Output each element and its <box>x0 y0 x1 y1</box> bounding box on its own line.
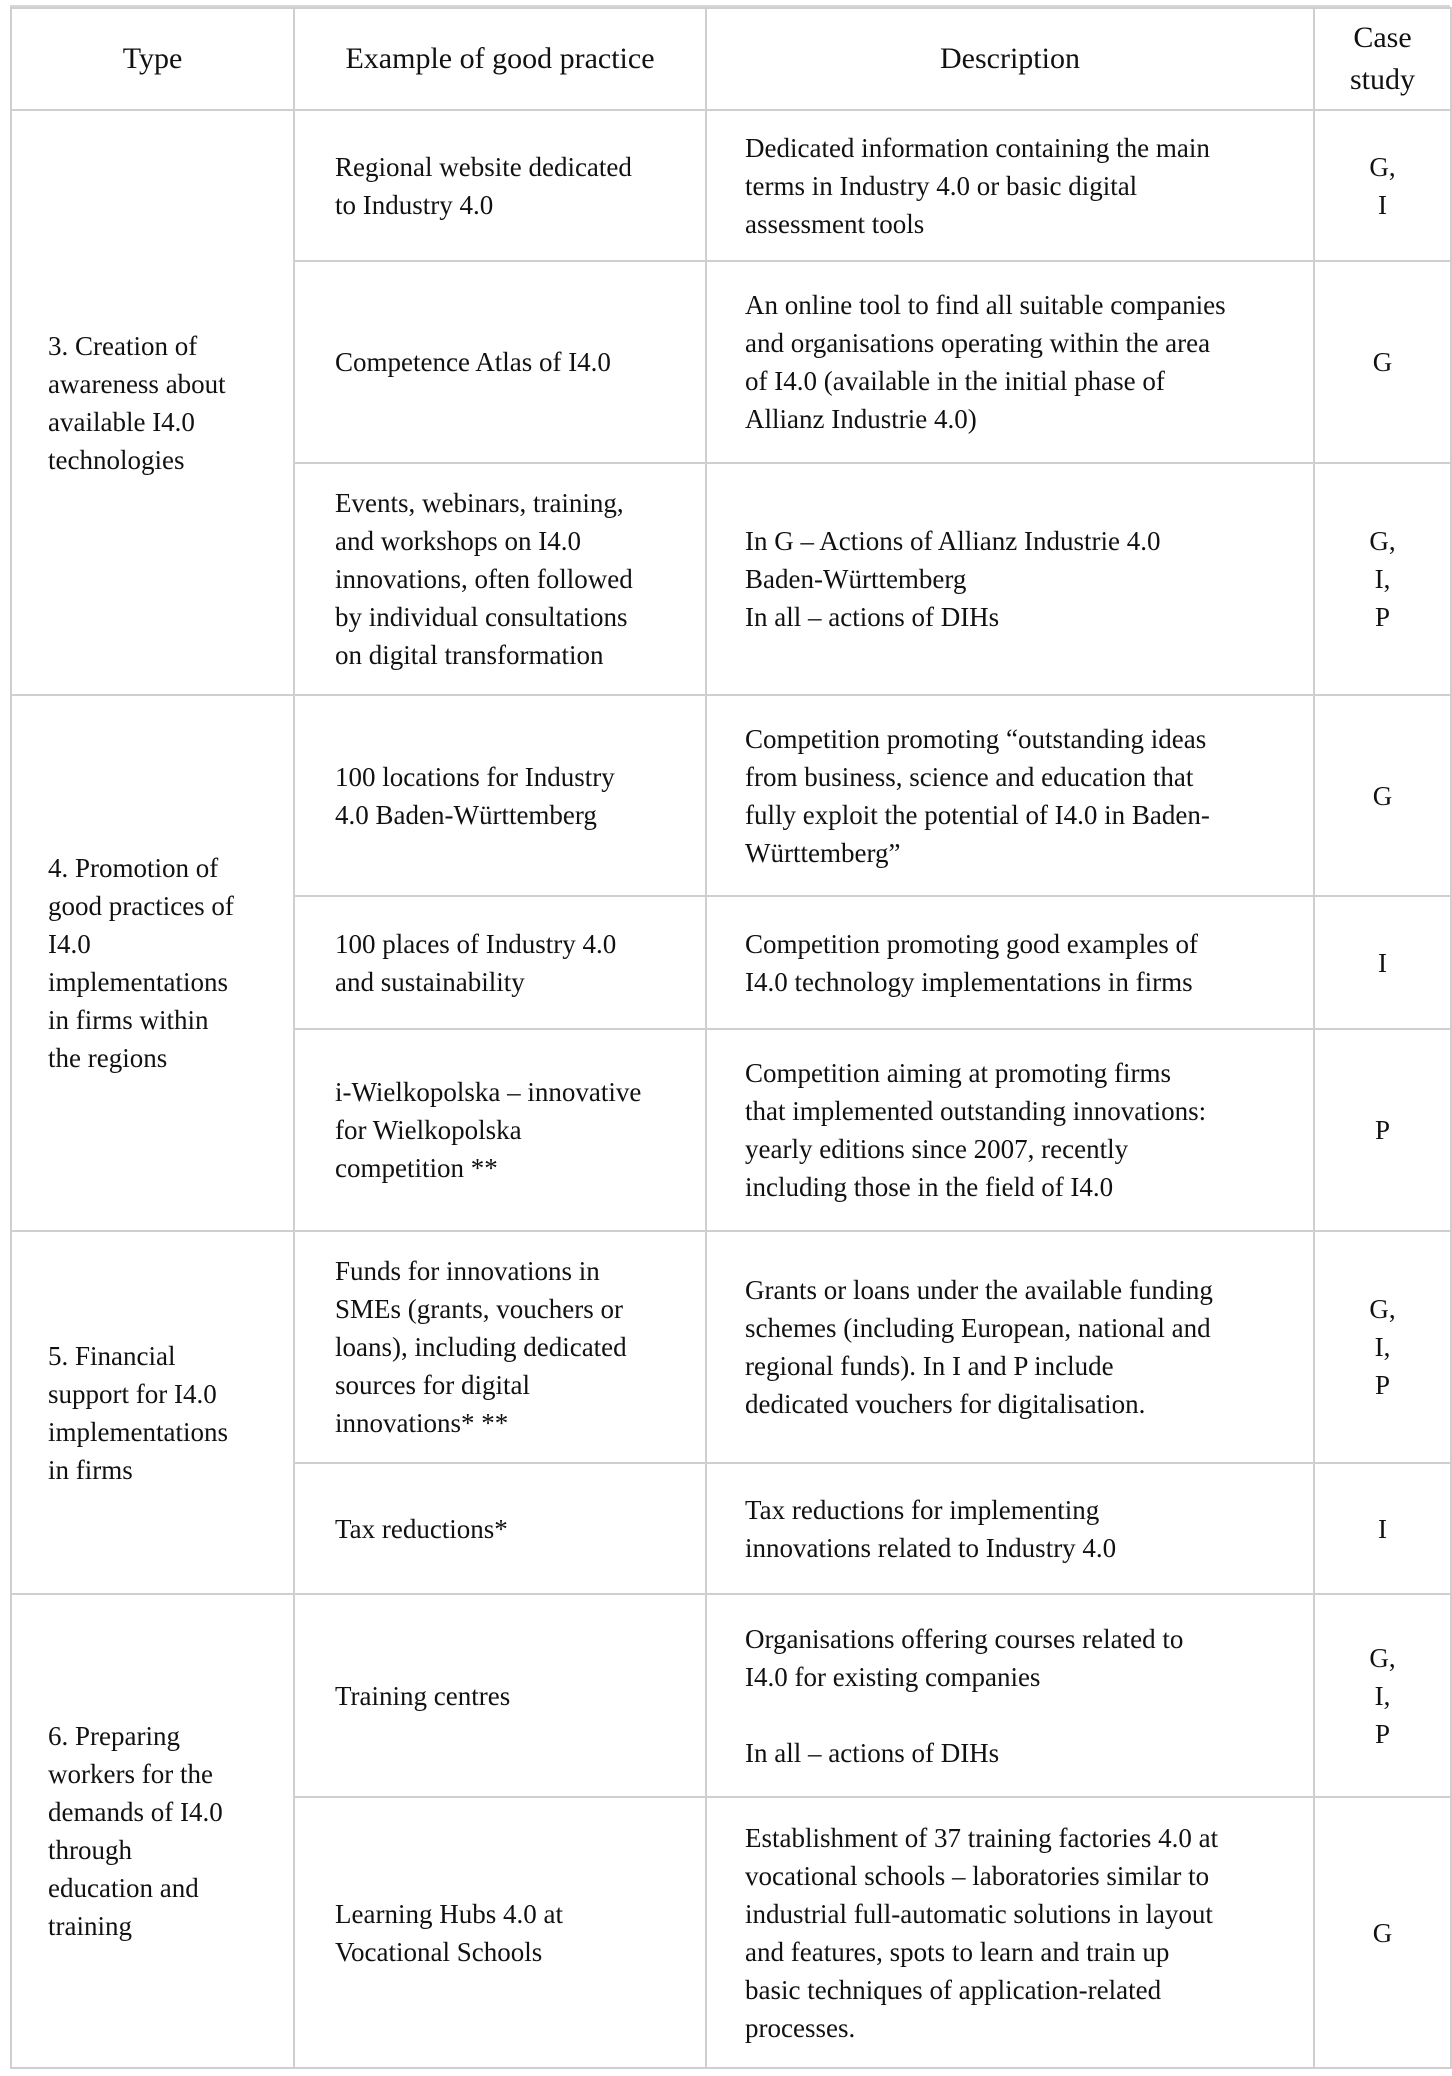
description-line: I4.0 for existing companies <box>745 1661 1041 1692</box>
header-case-study <box>1314 8 1451 110</box>
example-line: Training centres <box>335 1680 511 1711</box>
description-cell <box>706 463 1314 695</box>
case-study-line: G, <box>1369 151 1396 182</box>
example-line: SMEs (grants, vouchers or <box>335 1294 623 1324</box>
description-line: Competition aiming at promoting firms <box>745 1058 1171 1088</box>
type-line: in firms within <box>48 1005 209 1035</box>
example-cell <box>294 261 706 463</box>
type-cell <box>11 110 294 695</box>
description-line: In all – actions of DIHs <box>745 1737 1000 1768</box>
description-line: of I4.0 (available in the initial phase of <box>745 366 1165 396</box>
header-row <box>11 8 1451 110</box>
description-line: assessment tools <box>745 208 925 239</box>
example-line: innovations* ** <box>335 1408 509 1438</box>
description-line: In G – Actions of Allianz Industrie 4.0 <box>745 526 1161 556</box>
type-line: awareness about <box>48 368 226 399</box>
example-line: Regional website dedicated <box>335 151 632 182</box>
description-line: basic techniques of application-related <box>745 1974 1162 2005</box>
type-line: demands of I4.0 <box>48 1797 223 1827</box>
case-study-line: P <box>1374 602 1391 632</box>
table-row <box>11 1231 1451 1463</box>
case-study-line: P <box>1374 1115 1391 1145</box>
header-example: Example of good practice <box>294 8 706 110</box>
example-line: Learning Hubs 4.0 at <box>335 1898 563 1929</box>
example-cell <box>294 463 706 695</box>
case-study-line: P <box>1374 1370 1391 1400</box>
description-line: from business, science and education that <box>745 761 1194 792</box>
case-study-cell <box>1314 261 1451 463</box>
case-study-line: I, <box>1374 1680 1391 1711</box>
case-study-line: G <box>1372 347 1393 377</box>
description-line: terms in Industry 4.0 or basic digital <box>745 170 1138 201</box>
description-line: including those in the field of I4.0 <box>745 1172 1114 1202</box>
description-line: Tax reductions for implementing <box>745 1494 1100 1525</box>
example-line: on digital transformation <box>335 640 604 670</box>
type-line: workers for the <box>48 1759 213 1789</box>
description-line: vocational schools – laboratories similar to <box>745 1860 1210 1891</box>
example-cell <box>294 1463 706 1594</box>
description-line: Dedicated information containing the main <box>745 132 1210 163</box>
case-study-cell <box>1314 1463 1451 1594</box>
description-line: Organisations offering courses related to <box>745 1623 1184 1654</box>
example-line: innovations, often followed <box>335 564 633 594</box>
description-cell <box>706 1797 1314 2068</box>
description-line: and features, spots to learn and train up <box>745 1936 1170 1967</box>
case-study-cell <box>1314 896 1451 1029</box>
type-line: through <box>48 1835 132 1865</box>
type-line: available I4.0 <box>48 406 195 437</box>
type-line: I4.0 <box>48 929 91 959</box>
type-line: 6. Preparing <box>48 1721 180 1751</box>
example-line: Funds for innovations in <box>335 1256 600 1286</box>
description-line: Establishment of 37 training factories 4.0 at <box>745 1822 1219 1853</box>
example-line: and sustainability <box>335 966 525 997</box>
example-line: Tax reductions* <box>335 1513 508 1544</box>
description-cell <box>706 1463 1314 1594</box>
example-cell <box>294 110 706 261</box>
description-line: dedicated vouchers for digitalisation. <box>745 1389 1146 1419</box>
type-line: training <box>48 1911 132 1941</box>
type-cell <box>11 695 294 1231</box>
example-line: 100 locations for Industry <box>335 761 615 792</box>
case-study-cell <box>1314 695 1451 896</box>
description-line: Grants or loans under the available funding <box>745 1275 1213 1305</box>
description-line: yearly editions since 2007, recently <box>745 1134 1129 1164</box>
example-cell <box>294 1594 706 1797</box>
case-study-line: G <box>1372 1917 1393 1948</box>
type-line: the regions <box>48 1043 168 1073</box>
description-line: Baden-Württemberg <box>745 564 967 594</box>
description-cell <box>706 695 1314 896</box>
case-study-cell <box>1314 110 1451 261</box>
example-line: loans), including dedicated <box>335 1332 627 1362</box>
description-cell <box>706 896 1314 1029</box>
example-line: by individual consultations <box>335 602 628 632</box>
description-line: An online tool to find all suitable companies <box>745 290 1226 320</box>
good-practices-table <box>10 7 1452 2069</box>
example-cell <box>294 896 706 1029</box>
case-study-line: P <box>1374 1718 1391 1749</box>
description-line: industrial full-automatic solutions in layout <box>745 1898 1213 1929</box>
type-line: in firms <box>48 1454 133 1485</box>
example-line: 100 places of Industry 4.0 <box>335 928 617 959</box>
case-study-line: I, <box>1374 1332 1391 1362</box>
type-line: 4. Promotion of <box>48 853 219 883</box>
example-line: and workshops on I4.0 <box>335 526 581 556</box>
description-line: Allianz Industrie 4.0) <box>745 404 977 434</box>
header-description: Description <box>706 8 1314 110</box>
case-study-cell <box>1314 1797 1451 2068</box>
case-study-cell <box>1314 1594 1451 1797</box>
table-row <box>11 1594 1451 1797</box>
type-line: implementations <box>48 1416 228 1447</box>
case-study-cell <box>1314 463 1451 695</box>
case-study-line: G, <box>1369 1642 1396 1673</box>
example-cell <box>294 1029 706 1231</box>
description-line: Competition promoting good examples of <box>745 928 1198 959</box>
description-cell <box>706 1029 1314 1231</box>
example-line: competition ** <box>335 1153 498 1183</box>
description-line: that implemented outstanding innovations: <box>745 1096 1207 1126</box>
description-line: processes. <box>745 2012 856 2043</box>
example-cell <box>294 695 706 896</box>
type-cell <box>11 1594 294 2068</box>
description-cell <box>706 1231 1314 1463</box>
type-line: 3. Creation of <box>48 330 198 361</box>
example-cell <box>294 1231 706 1463</box>
description-cell <box>706 110 1314 261</box>
table-row <box>11 110 1451 261</box>
case-study-line: G, <box>1369 1294 1396 1324</box>
case-study-cell <box>1314 1029 1451 1231</box>
case-study-cell <box>1314 1231 1451 1463</box>
description-line: fully exploit the potential of I4.0 in Baden- <box>745 799 1210 830</box>
example-line: sources for digital <box>335 1370 530 1400</box>
example-line: Vocational Schools <box>335 1936 543 1967</box>
description-line <box>745 1696 1313 1734</box>
type-line: 5. Financial <box>48 1340 176 1371</box>
description-line: In all – actions of DIHs <box>745 602 1000 632</box>
type-line: support for I4.0 <box>48 1378 217 1409</box>
description-line: regional funds). In I and P include <box>745 1351 1114 1381</box>
header-case-study-line: Case <box>1353 21 1412 54</box>
example-line: Events, webinars, training, <box>335 488 624 518</box>
description-line: schemes (including European, national and <box>745 1313 1211 1343</box>
description-line: and organisations operating within the area <box>745 328 1211 358</box>
example-cell <box>294 1797 706 2068</box>
table-row <box>11 695 1451 896</box>
case-study-line: G, <box>1369 526 1396 556</box>
description-cell <box>706 1594 1314 1797</box>
case-study-line: I <box>1378 189 1387 220</box>
type-line: education and <box>48 1873 199 1903</box>
type-line: good practices of <box>48 891 234 921</box>
type-line: technologies <box>48 444 185 475</box>
example-line: to Industry 4.0 <box>335 189 494 220</box>
description-line: I4.0 technology implementations in firms <box>745 966 1193 997</box>
case-study-line: I <box>1378 947 1387 978</box>
description-line: Competition promoting “outstanding ideas <box>745 723 1207 754</box>
case-study-line: G <box>1372 780 1393 811</box>
example-line: i-Wielkopolska – innovative <box>335 1077 642 1107</box>
header-type: Type <box>11 8 294 110</box>
description-line: Württemberg” <box>745 837 901 868</box>
example-line: for Wielkopolska <box>335 1115 522 1145</box>
type-cell <box>11 1231 294 1594</box>
description-cell <box>706 261 1314 463</box>
case-study-line: I, <box>1374 564 1391 594</box>
type-line: implementations <box>48 967 228 997</box>
case-study-line: I <box>1378 1513 1387 1544</box>
example-line: 4.0 Baden-Württemberg <box>335 799 597 830</box>
header-case-study-line: study <box>1349 63 1415 96</box>
description-line: innovations related to Industry 4.0 <box>745 1532 1117 1563</box>
example-line: Competence Atlas of I4.0 <box>335 347 611 377</box>
